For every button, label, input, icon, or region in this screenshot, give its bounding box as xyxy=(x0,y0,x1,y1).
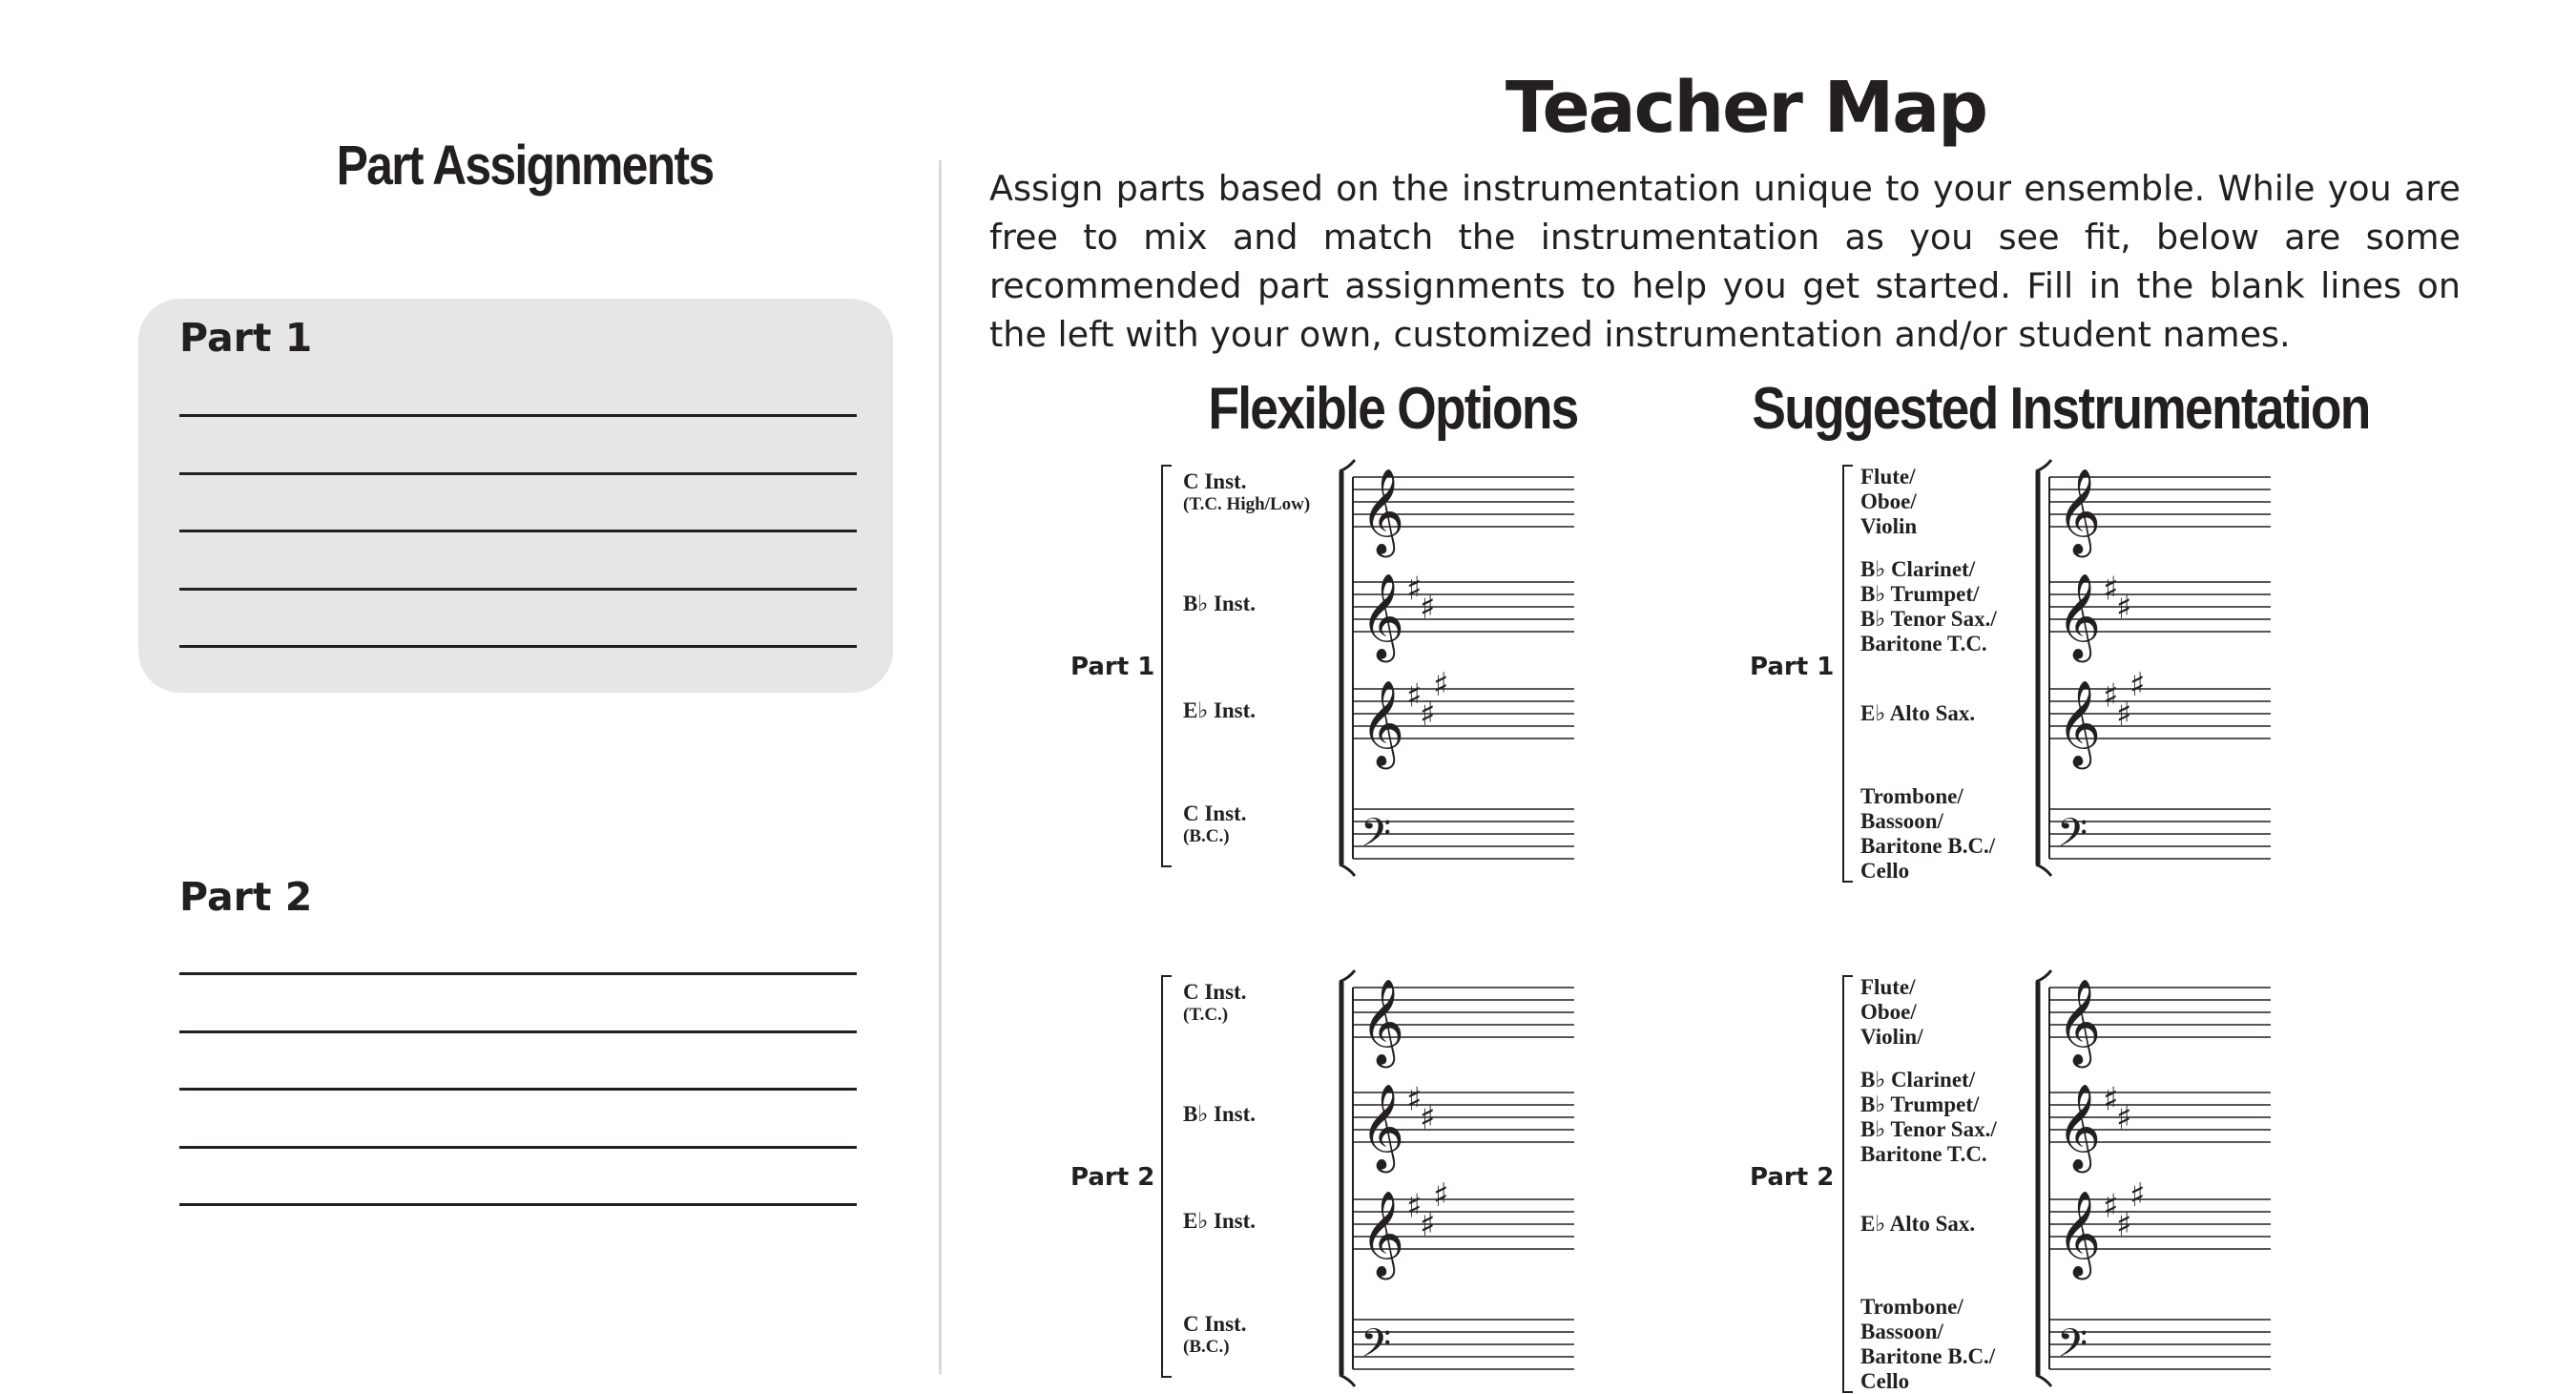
part1-blank-line[interactable] xyxy=(179,472,857,475)
instrument-name: E♭ Inst. xyxy=(1183,698,1257,722)
system-part-label: Part 1 xyxy=(1070,653,1155,681)
instrument-label xyxy=(1183,1312,1246,1358)
part2-blank-line[interactable] xyxy=(179,1088,857,1091)
treble-clef-icon: 𝄞 xyxy=(2057,1084,2102,1170)
bracket-hook xyxy=(1340,970,1355,982)
bracket-hook xyxy=(1340,460,1355,471)
sharp-icon: ♯ xyxy=(1433,1176,1449,1215)
sharp-icon: ♯ xyxy=(2103,676,2119,716)
instrument-label: Flute/ Oboe/ Violin/ xyxy=(1860,975,1923,1049)
bracket-hook xyxy=(1340,864,1355,876)
instrument-name: B♭ Inst. xyxy=(1183,1102,1257,1126)
instrument-label: B♭ Clarinet/ B♭ Trumpet/ B♭ Tenor Sax./ Baritone T.C. xyxy=(1860,1068,1997,1166)
part1-label: Part 1 xyxy=(179,315,313,361)
instrument-label: Flute/ Oboe/ Violin xyxy=(1860,465,1918,538)
part2-blank-line[interactable] xyxy=(179,972,857,975)
treble-clef-icon: 𝄞 xyxy=(2057,468,2102,554)
instrument-label xyxy=(1183,469,1310,515)
bass-clef-icon: 𝄢 xyxy=(2057,1321,2088,1376)
instrument-bracket xyxy=(1162,466,1172,866)
bracket-hook xyxy=(1340,1375,1355,1386)
part2-blank-line[interactable] xyxy=(179,1203,857,1206)
sharp-icon: ♯ xyxy=(2103,570,2119,609)
part1-blank-line[interactable] xyxy=(179,530,857,532)
column-divider xyxy=(939,160,942,1374)
sharp-icon: ♯ xyxy=(2116,1206,2132,1244)
system-part-label: Part 1 xyxy=(1750,653,1835,681)
treble-clef-icon: 𝄞 xyxy=(2057,979,2102,1065)
treble-clef-icon: 𝄞 xyxy=(1361,1084,1405,1170)
instrument-clef-note: (T.C.) xyxy=(1183,1005,1229,1025)
treble-clef-icon: 𝄞 xyxy=(2057,680,2102,766)
instrument-name: C Inst. xyxy=(1183,801,1247,825)
suggested-instrumentation-heading: Suggested Instrumentation xyxy=(1752,376,2370,442)
instrument-label: E♭ Alto Sax. xyxy=(1860,1212,1976,1236)
part2-blank-line[interactable] xyxy=(179,1146,857,1149)
part1-blank-line[interactable] xyxy=(179,414,857,417)
instrument-bracket xyxy=(1162,976,1172,1377)
instrument-label xyxy=(1183,592,1256,616)
instrument-label xyxy=(1183,698,1256,723)
bass-clef-icon: 𝄢 xyxy=(2057,810,2088,865)
bracket-hook xyxy=(2036,1375,2051,1386)
sharp-icon: ♯ xyxy=(1406,676,1423,716)
part1-blank-line[interactable] xyxy=(179,645,857,648)
instrument-label: E♭ Alto Sax. xyxy=(1860,701,1976,725)
teacher-map-title: Teacher Map xyxy=(1505,67,1987,149)
sharp-icon: ♯ xyxy=(1420,589,1436,627)
part2-label: Part 2 xyxy=(179,874,313,920)
part1-blank-line[interactable] xyxy=(179,588,857,591)
instrument-label xyxy=(1183,1102,1256,1127)
bass-clef-icon: 𝄢 xyxy=(1361,1321,1392,1376)
system-part-label: Part 2 xyxy=(1070,1163,1155,1192)
treble-clef-icon: 𝄞 xyxy=(1361,573,1405,659)
instrument-clef-note: (T.C. High/Low) xyxy=(1183,494,1311,514)
instrument-name: E♭ Inst. xyxy=(1183,1209,1257,1233)
instrument-name: C Inst. xyxy=(1183,1312,1247,1336)
instrument-label: Trombone/ Bassoon/ Baritone B.C./ Cello xyxy=(1860,784,1996,883)
instrument-bracket xyxy=(1843,466,1853,882)
instrument-label: B♭ Clarinet/ B♭ Trumpet/ B♭ Tenor Sax./ Baritone T.C. xyxy=(1860,557,1997,655)
sharp-icon: ♯ xyxy=(2129,1176,2146,1215)
sharp-icon: ♯ xyxy=(2116,589,2132,627)
instrument-clef-note: (B.C.) xyxy=(1183,826,1230,846)
sharp-icon: ♯ xyxy=(1420,1206,1436,1244)
sharp-icon: ♯ xyxy=(1433,665,1449,704)
instrument-label xyxy=(1183,1209,1256,1234)
intro-paragraph: Assign parts based on the instrumentation unique to your ensemble. While you are free to mix and match the instrumentation as you see fit, below are some recommended part assignments to help you get started. Fill in the blank lines on the left with your own, customized instrumentation and/or student names. xyxy=(989,168,2461,355)
flexible-options-heading: Flexible Options xyxy=(1208,376,1578,442)
instrument-label xyxy=(1183,801,1246,847)
treble-clef-icon: 𝄞 xyxy=(1361,680,1405,766)
instrument-label xyxy=(1183,980,1246,1026)
bracket-hook xyxy=(2036,970,2051,982)
treble-clef-icon: 𝄞 xyxy=(1361,1191,1405,1277)
sharp-icon: ♯ xyxy=(1406,570,1423,609)
instrument-label: Trombone/ Bassoon/ Baritone B.C./ Cello xyxy=(1860,1295,1996,1393)
sharp-icon: ♯ xyxy=(2116,1099,2132,1137)
instrument-bracket xyxy=(1843,976,1853,1392)
treble-clef-icon: 𝄞 xyxy=(1361,979,1405,1065)
part2-blank-line[interactable] xyxy=(179,1030,857,1033)
sharp-icon: ♯ xyxy=(2103,1080,2119,1119)
treble-clef-icon: 𝄞 xyxy=(2057,1191,2102,1277)
bass-clef-icon: 𝄢 xyxy=(1361,810,1392,865)
sharp-icon: ♯ xyxy=(1406,1187,1423,1226)
sharp-icon: ♯ xyxy=(2129,665,2146,704)
treble-clef-icon: 𝄞 xyxy=(1361,468,1405,554)
bracket-hook xyxy=(2036,460,2051,471)
instrument-name: C Inst. xyxy=(1183,980,1247,1004)
instrument-name: C Inst. xyxy=(1183,469,1247,493)
sharp-icon: ♯ xyxy=(1420,1099,1436,1137)
instrument-name: B♭ Inst. xyxy=(1183,592,1257,615)
sharp-icon: ♯ xyxy=(1420,696,1436,734)
sharp-icon: ♯ xyxy=(1406,1080,1423,1119)
system-part-label: Part 2 xyxy=(1750,1163,1835,1192)
instrument-clef-note: (B.C.) xyxy=(1183,1337,1230,1357)
bracket-hook xyxy=(2036,864,2051,876)
part-assignments-title: Part Assignments xyxy=(336,135,714,197)
treble-clef-icon: 𝄞 xyxy=(2057,573,2102,659)
sharp-icon: ♯ xyxy=(2116,696,2132,734)
sharp-icon: ♯ xyxy=(2103,1187,2119,1226)
